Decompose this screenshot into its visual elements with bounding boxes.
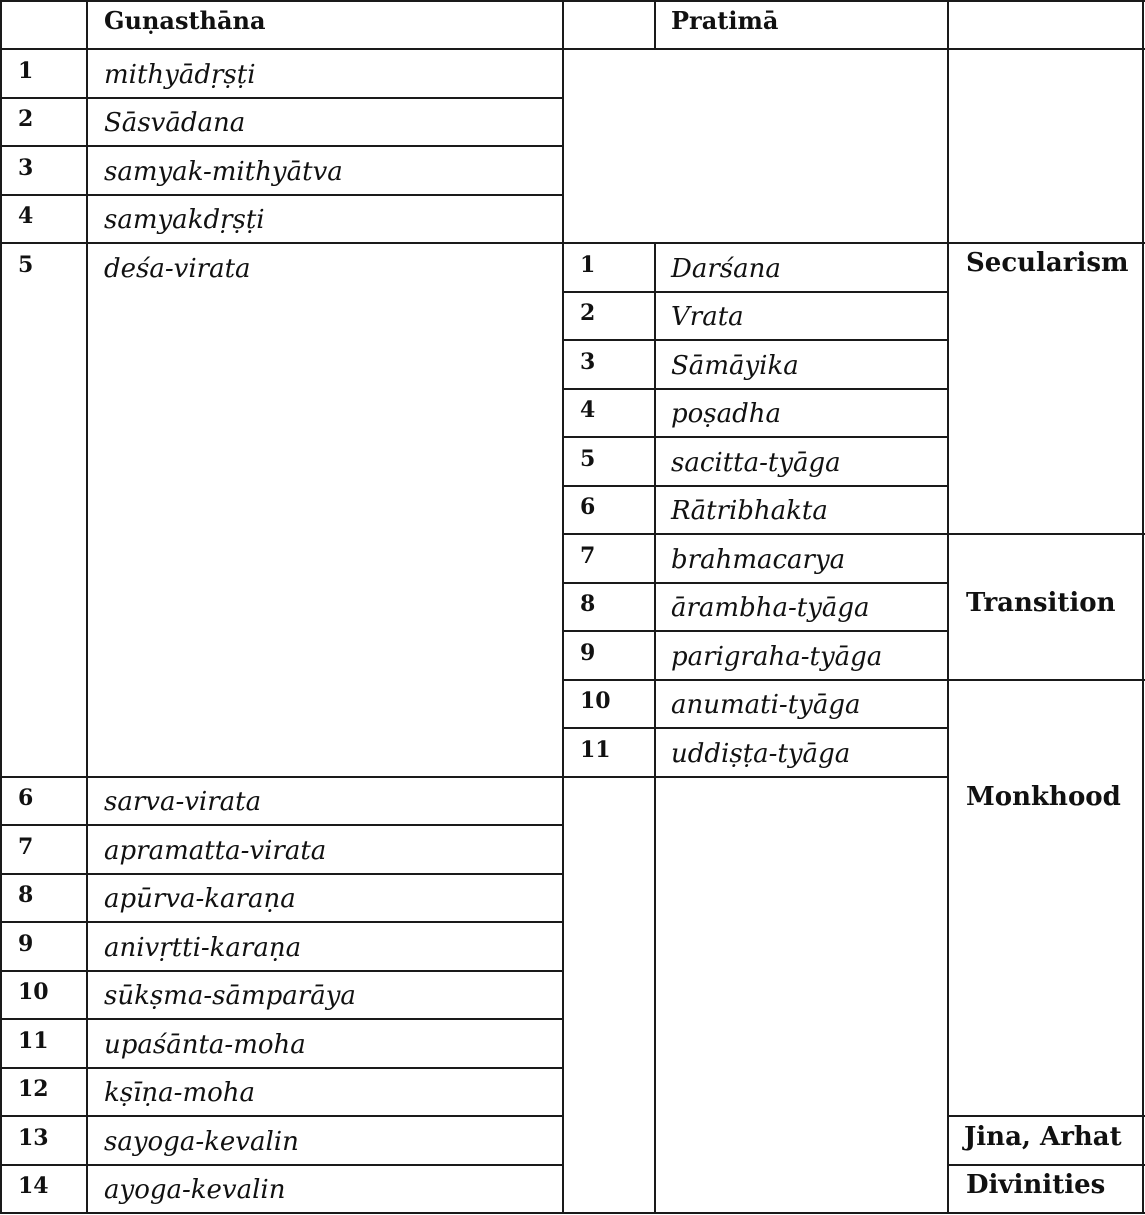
gunasthana-term: ayoga-kevalin — [104, 1175, 286, 1205]
row-rule — [562, 291, 949, 293]
row-rule — [0, 194, 564, 196]
gunasthana-term: kṣīṇa-moha — [104, 1078, 255, 1108]
pratima-term: anumati-tyāga — [671, 690, 861, 720]
stage-secularism: Secularism — [966, 248, 1129, 278]
gunasthana-number: 11 — [18, 1028, 49, 1054]
header-rule — [0, 48, 1145, 50]
gunasthana-header: Guṇasthāna — [104, 6, 266, 35]
pratima-term: parigraha-tyāga — [671, 642, 883, 672]
pratima-term: brahmacarya — [671, 545, 846, 575]
gunasthana-number: 4 — [18, 203, 34, 229]
pratima-number: 5 — [580, 446, 596, 472]
row-rule — [0, 1115, 564, 1117]
pratima-term: poṣadha — [671, 399, 782, 429]
row-rule — [562, 388, 949, 390]
gunasthana-number: 7 — [18, 834, 34, 860]
pratima-number: 9 — [580, 640, 596, 666]
gunasthana-term: sūkṣma-sāmparāya — [104, 981, 356, 1011]
pratima-header: Pratimā — [671, 6, 779, 35]
gunasthana-term: upaśānta-moha — [104, 1030, 306, 1060]
row-rule — [0, 970, 564, 972]
pratima-number: 6 — [580, 494, 596, 520]
border-top — [0, 0, 1145, 2]
pratima-number: 1 — [580, 252, 596, 278]
row-rule — [0, 873, 564, 875]
pratima-term: Sāmāyika — [671, 351, 799, 381]
pratima-term: uddiṣṭa-tyāga — [671, 739, 851, 769]
gunasthana-number: 5 — [18, 252, 34, 278]
col-line-a — [86, 0, 88, 1214]
row-rule — [0, 1018, 564, 1020]
stage-monkhood: Monkhood — [966, 782, 1121, 812]
gunasthana-number: 14 — [18, 1173, 49, 1199]
gunasthana-term: samyak-mithyātva — [104, 157, 343, 187]
row-rule — [562, 727, 949, 729]
row-rule — [947, 1115, 1145, 1117]
gunasthana-term: mithyādṛṣṭi — [104, 60, 256, 90]
gunasthana-number: 2 — [18, 106, 34, 132]
row-rule — [562, 630, 949, 632]
gunasthana-number: 8 — [18, 882, 34, 908]
pratima-number: 10 — [580, 688, 611, 714]
gunasthana-term: apūrva-karaṇa — [104, 884, 296, 914]
stage-transition: Transition — [966, 588, 1116, 618]
gunasthana-term: samyakdṛṣṭi — [104, 205, 265, 235]
pratima-term: ārambha-tyāga — [671, 593, 870, 623]
row-rule — [0, 1067, 564, 1069]
gunasthana-number: 12 — [18, 1076, 49, 1102]
row-rule — [0, 1164, 564, 1166]
row-rule — [562, 533, 1145, 535]
row-rule — [947, 1164, 1145, 1166]
pratima-term: Vrata — [671, 302, 744, 332]
gunasthana-term: apramatta-virata — [104, 836, 327, 866]
pratima-number: 3 — [580, 349, 596, 375]
gunasthana-term: sayoga-kevalin — [104, 1127, 299, 1157]
col-line-b — [562, 0, 564, 1214]
gunasthana-term: sarva-virata — [104, 787, 262, 817]
row-rule — [0, 97, 564, 99]
gunasthana-term: Sāsvādana — [104, 108, 246, 138]
pratima-term: sacitta-tyāga — [671, 448, 841, 478]
gunasthana-number: 10 — [18, 979, 49, 1005]
row-rule — [0, 921, 564, 923]
pratima-number: 8 — [580, 591, 596, 617]
gunasthana-term: anivṛtti-karaṇa — [104, 933, 302, 963]
gunasthana-number: 9 — [18, 931, 34, 957]
gunasthana-number: 13 — [18, 1125, 49, 1151]
stage-divinities: Divinities — [966, 1170, 1106, 1200]
row-rule — [0, 776, 949, 778]
gunasthana-term: deśa-virata — [104, 254, 251, 284]
border-right — [1142, 0, 1144, 1214]
pratima-number: 11 — [580, 737, 611, 763]
col-line-c — [654, 0, 656, 50]
pratima-number: 2 — [580, 300, 596, 326]
col-line-d — [947, 0, 949, 1214]
pratima-term: Rātribhakta — [671, 496, 828, 526]
gunasthana-number: 6 — [18, 785, 34, 811]
border-left — [0, 0, 2, 1214]
gunasthana-number: 3 — [18, 155, 34, 181]
row-rule — [562, 339, 949, 341]
row-rule — [562, 679, 1145, 681]
row-rule — [562, 436, 949, 438]
pratima-number: 7 — [580, 543, 596, 569]
row-rule — [0, 145, 564, 147]
row-rule — [562, 485, 949, 487]
row-rule — [562, 582, 949, 584]
row-rule — [0, 824, 564, 826]
row-rule — [0, 242, 1145, 244]
pratima-number: 4 — [580, 397, 596, 423]
gunasthana-number: 1 — [18, 58, 34, 84]
stage-jina-arhat: Jina, Arhat — [964, 1122, 1122, 1152]
border-bottom — [0, 1212, 1145, 1214]
pratima-term: Darśana — [671, 254, 781, 284]
